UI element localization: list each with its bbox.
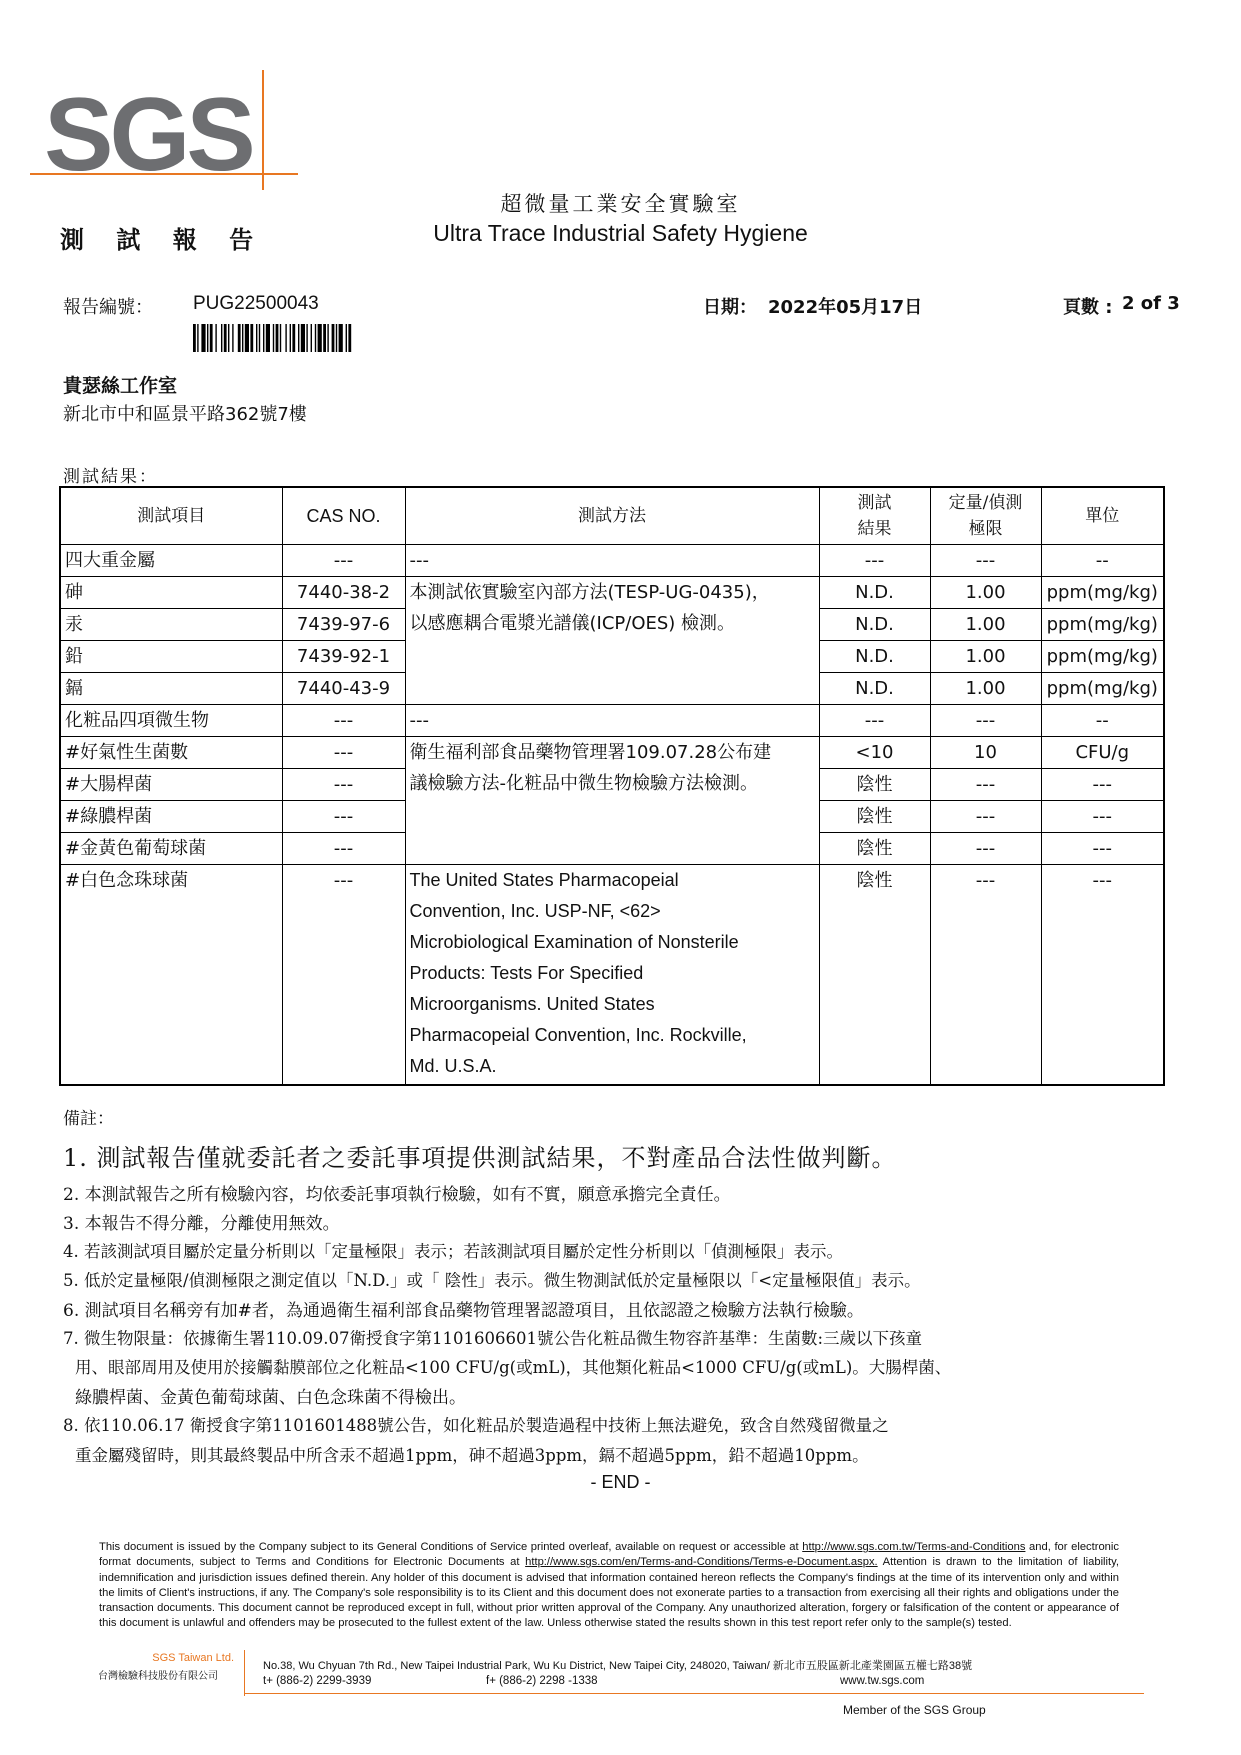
table-row [60,865,1164,1085]
barcode-bar [301,324,305,352]
barcode-bar [311,324,312,352]
cell-result: --- [819,545,930,577]
report-no-label: 報告編號： [63,297,153,318]
cell-limit: --- [930,705,1041,737]
cell-limit: --- [930,801,1041,833]
barcode-bar [250,324,253,352]
note-4: 4. 若該測試項目屬於定量分析則以「定量極限」表示；若該測試項目屬於定性分析則以「偵測極限」表示。 [63,1242,843,1261]
barcode-bar [332,324,335,352]
col-header-result: 測試 結果 [819,487,930,545]
footer-company-zh: 台灣檢驗科技股份有限公司 [98,1671,218,1682]
cell-result: 陰性 [819,801,930,833]
cell-item: #白色念珠球菌 [60,865,282,1085]
barcode-bar [327,324,328,352]
note-5: 5. 低於定量極限/偵測極限之測定值以「N.D.」或「 陰性」表示。微生物測試低於定量極限以「<定量極限值」表示。 [63,1271,921,1290]
notes-label: 備註： [63,1109,114,1129]
barcode-bar [210,324,213,352]
barcode-bar [207,324,208,352]
barcode-bar [323,324,326,352]
cell-item: 鎘 [60,673,282,705]
cell-cas: --- [282,833,405,865]
cell-cas: --- [282,865,405,1085]
barcode-bar [306,324,307,352]
barcode-bar [276,324,279,352]
client-address: 新北市中和區景平路362號7樓 [63,404,307,425]
cell-result: N.D. [819,673,930,705]
barcode-bar [336,324,337,352]
cell-cas: --- [282,801,405,833]
footer-rule [244,1693,1144,1694]
note-1: 1. 測試報告僅就委託者之委託事項提供測試結果，不對產品合法性做判斷。 [63,1144,897,1172]
cell-method-metals: 本測試依實驗室內部方法(TESP-UG-0435)， 以感應耦合電漿光譜儀(ICP/OES) 檢測。 [405,577,819,705]
col-header-method: 測試方法 [405,487,819,545]
barcode-bar [346,324,347,352]
cell-item: #大腸桿菌 [60,769,282,801]
barcode-bar [285,324,286,352]
barcode-bar [292,324,295,352]
cell-result: --- [819,705,930,737]
cell-item: #金黃色葡萄球菌 [60,833,282,865]
report-date: 2022年05月17日 [768,297,923,318]
barcode-bar [290,324,291,352]
page-number: 2 of 3 [1122,293,1180,314]
barcode-bar [280,324,281,352]
note-8-cont: 重金屬殘留時，則其最終製品中所含汞不超過1ppm，砷不超過3ppm，鎘不超過5ppm，鉛不超過10ppm。 [75,1446,869,1465]
terms-link[interactable]: http://www.sgs.com.tw/Terms-and-Conditions [802,1541,1026,1553]
cell-unit: --- [1041,833,1164,865]
cell-cas: --- [282,705,405,737]
table-row [60,545,1164,577]
cell-cas: 7440-38-2 [282,577,405,609]
footer-address: No.38, Wu Chyuan 7th Rd., New Taipei Industrial Park, Wu Ku District, New Taipei City, 248020, Taiwan/ 新北市五股區新北產業園區五權七路38號 [263,1660,973,1672]
cell-item: #綠膿桿菌 [60,801,282,833]
cell-unit: ppm(mg/kg) [1041,641,1164,673]
barcode-bar [215,324,216,352]
cell-unit: --- [1041,769,1164,801]
barcode-bar [228,324,229,352]
date-label: 日期： [703,297,757,318]
cell-cas: 7440-43-9 [282,673,405,705]
cell-item: 四大重金屬 [60,545,282,577]
footer-divider [244,1650,245,1696]
barcode-bar [256,324,257,352]
barcode-bar [273,324,274,352]
lab-name-zh: 超微量工業安全實驗室 [500,192,741,216]
note-7-cont-2: 綠膿桿菌、金黃色葡萄球菌、白色念珠菌不得檢出。 [75,1388,466,1408]
cell-result: 陰性 [819,833,930,865]
footer-website[interactable]: www.tw.sgs.com [840,1675,925,1687]
cell-limit: --- [930,833,1041,865]
cell-unit: -- [1041,545,1164,577]
note-6: 6. 測試項目名稱旁有加#者，為通過衛生福利部食品藥物管理署認證項目，且依認證之檢驗方法執行檢驗。 [63,1301,864,1321]
barcode-bar [224,324,227,352]
barcode-bar [221,324,222,352]
logo-text: SGS [44,77,252,190]
col-header-cas: CAS NO. [282,487,405,545]
barcode-bar [245,324,249,352]
sgs-logo [30,60,300,190]
cell-unit: CFU/g [1041,737,1164,769]
cell-unit: --- [1041,801,1164,833]
barcode-bar [348,324,351,352]
barcode-bar [339,324,343,352]
cell-method-micro: 衛生福利部食品藥物管理署109.07.28公布建 議檢驗方法-化粧品中微生物檢驗方法檢測。 [405,737,819,865]
footer-fax: f+ (886-2) 2298 -1338 [486,1675,598,1687]
cell-method: --- [405,705,819,737]
cell-cas: 7439-92-1 [282,641,405,673]
table-row [60,577,1164,609]
barcode-bar [242,324,243,352]
cell-unit: ppm(mg/kg) [1041,673,1164,705]
cell-cas: 7439-97-6 [282,609,405,641]
cell-limit: --- [930,865,1041,1085]
cell-result: 陰性 [819,865,930,1085]
note-7-cont-1: 用、眼部周用及使用於接觸黏膜部位之化粧品<100 CFU/g(或mL)，其他類化粧品<1000 CFU/g(或mL)。大腸桿菌、 [75,1358,952,1377]
barcode [193,324,431,352]
barcode-bar [201,324,205,352]
cell-cas: --- [282,545,405,577]
cell-unit: ppm(mg/kg) [1041,609,1164,641]
note-7: 7. 微生物限量：依據衛生署110.09.07衛授食字第1101606601號公告化粧品微生物容許基準：生菌數:三歲以下孩童 [63,1329,922,1348]
barcode-bar [197,324,198,352]
cell-unit: ppm(mg/kg) [1041,577,1164,609]
page-label: 頁數 : [1063,297,1113,318]
cell-item: 鉛 [60,641,282,673]
cell-result: N.D. [819,609,930,641]
barcode-bar [238,324,241,352]
cell-method: --- [405,545,819,577]
cell-limit: 1.00 [930,577,1041,609]
barcode-bar [259,324,260,352]
cell-unit: --- [1041,865,1164,1085]
note-2: 2. 本測試報告之所有檢驗內容，均依委託事項執行檢驗，如有不實，願意承擔完全責任。 [63,1185,731,1205]
footer-company-en: SGS Taiwan Ltd. [152,1652,234,1664]
cell-cas: --- [282,769,405,801]
cell-result: 陰性 [819,769,930,801]
results-label: 測試結果： [63,467,158,487]
report-no: PUG22500043 [193,293,319,314]
barcode-bar [232,324,233,352]
cell-cas: --- [282,737,405,769]
cell-result: N.D. [819,641,930,673]
col-header-item: 測試項目 [60,487,282,545]
end-marker: - END - [590,1472,651,1492]
cell-limit: 1.00 [930,673,1041,705]
cell-unit: -- [1041,705,1164,737]
barcode-bar [315,324,316,352]
table-row [60,705,1164,737]
cell-limit: 1.00 [930,641,1041,673]
table-row [60,737,1164,769]
disclaimer: This document is issued by the Company subject to its General Conditions of Service printed overleaf, available on request or accessible at http://www.sgs.com.tw/Terms-and-Conditions and, for electronic format documents, subject to Terms and Conditions for Electronic Documents at http://www.sgs.com/en/Terms-and-Conditions/Terms-e-Document.aspx. Attention is drawn to the limitation of liability, indemnification and jurisdiction issues defined therein. Any holder of this document is advised that information contained hereon reflects the Company's findings at the time of its intervention only and within the limits of Client's instructions, if any. The Company's sole responsibility is to its Client and this document does not exonerate parties to a transaction from exercising all their rights and obligations under the transaction documents. This document cannot be reproduced except in full, without prior written approval of the Company. Any unauthorized alteration, forgery or falsification of the content or appearance of this document is unlawful and offenders may be prosecuted to the fullest extent of the law. Unless otherwise stated the results shown in this test report refer only to the sample(s) tested. [99,1541,1119,1630]
col-header-unit: 單位 [1041,487,1164,545]
barcode-bar [298,324,299,352]
cell-result: <10 [819,737,930,769]
e-document-link[interactable]: http://www.sgs.com/en/Terms-and-Conditions/Terms-e-Document.aspx. [525,1556,878,1569]
cell-item: 汞 [60,609,282,641]
note-3: 3. 本報告不得分離，分離使用無效。 [63,1214,340,1234]
barcode-bar [266,324,270,352]
report-title: 測 試 報 告 [60,225,266,254]
barcode-bar [193,324,196,352]
cell-limit: 1.00 [930,609,1041,641]
client-name: 貴瑟絲工作室 [63,375,178,397]
footer-tel: t+ (886-2) 2299-3939 [263,1675,372,1687]
cell-item: #好氣性生菌數 [60,737,282,769]
note-8: 8. 依110.06.17 衛授食字第1101601488號公告，如化粧品於製造過程中技術上無法避免，致含自然殘留微量之 [63,1416,889,1435]
cell-result: N.D. [819,577,930,609]
cell-limit: --- [930,545,1041,577]
col-header-limit: 定量/偵測 極限 [930,487,1041,545]
cell-method-usp: The United States Pharmacopeial Convention, Inc. USP-NF, <62> Microbiological Examination of Nonsterile Products: Tests For Specified Microorganisms. United States Pharmacopeial Convention, Inc. Rockville, Md. U.S.A. [405,865,819,1085]
barcode-bar [263,324,264,352]
lab-name-en: Ultra Trace Industrial Safety Hygiene [433,220,808,246]
barcode-bar [318,324,322,352]
cell-item: 砷 [60,577,282,609]
footer-member: Member of the SGS Group [843,1703,986,1717]
cell-limit: --- [930,769,1041,801]
table-header-row [60,487,1164,545]
cell-limit: 10 [930,737,1041,769]
results-table [59,486,1165,1086]
cell-item: 化粧品四項微生物 [60,705,282,737]
